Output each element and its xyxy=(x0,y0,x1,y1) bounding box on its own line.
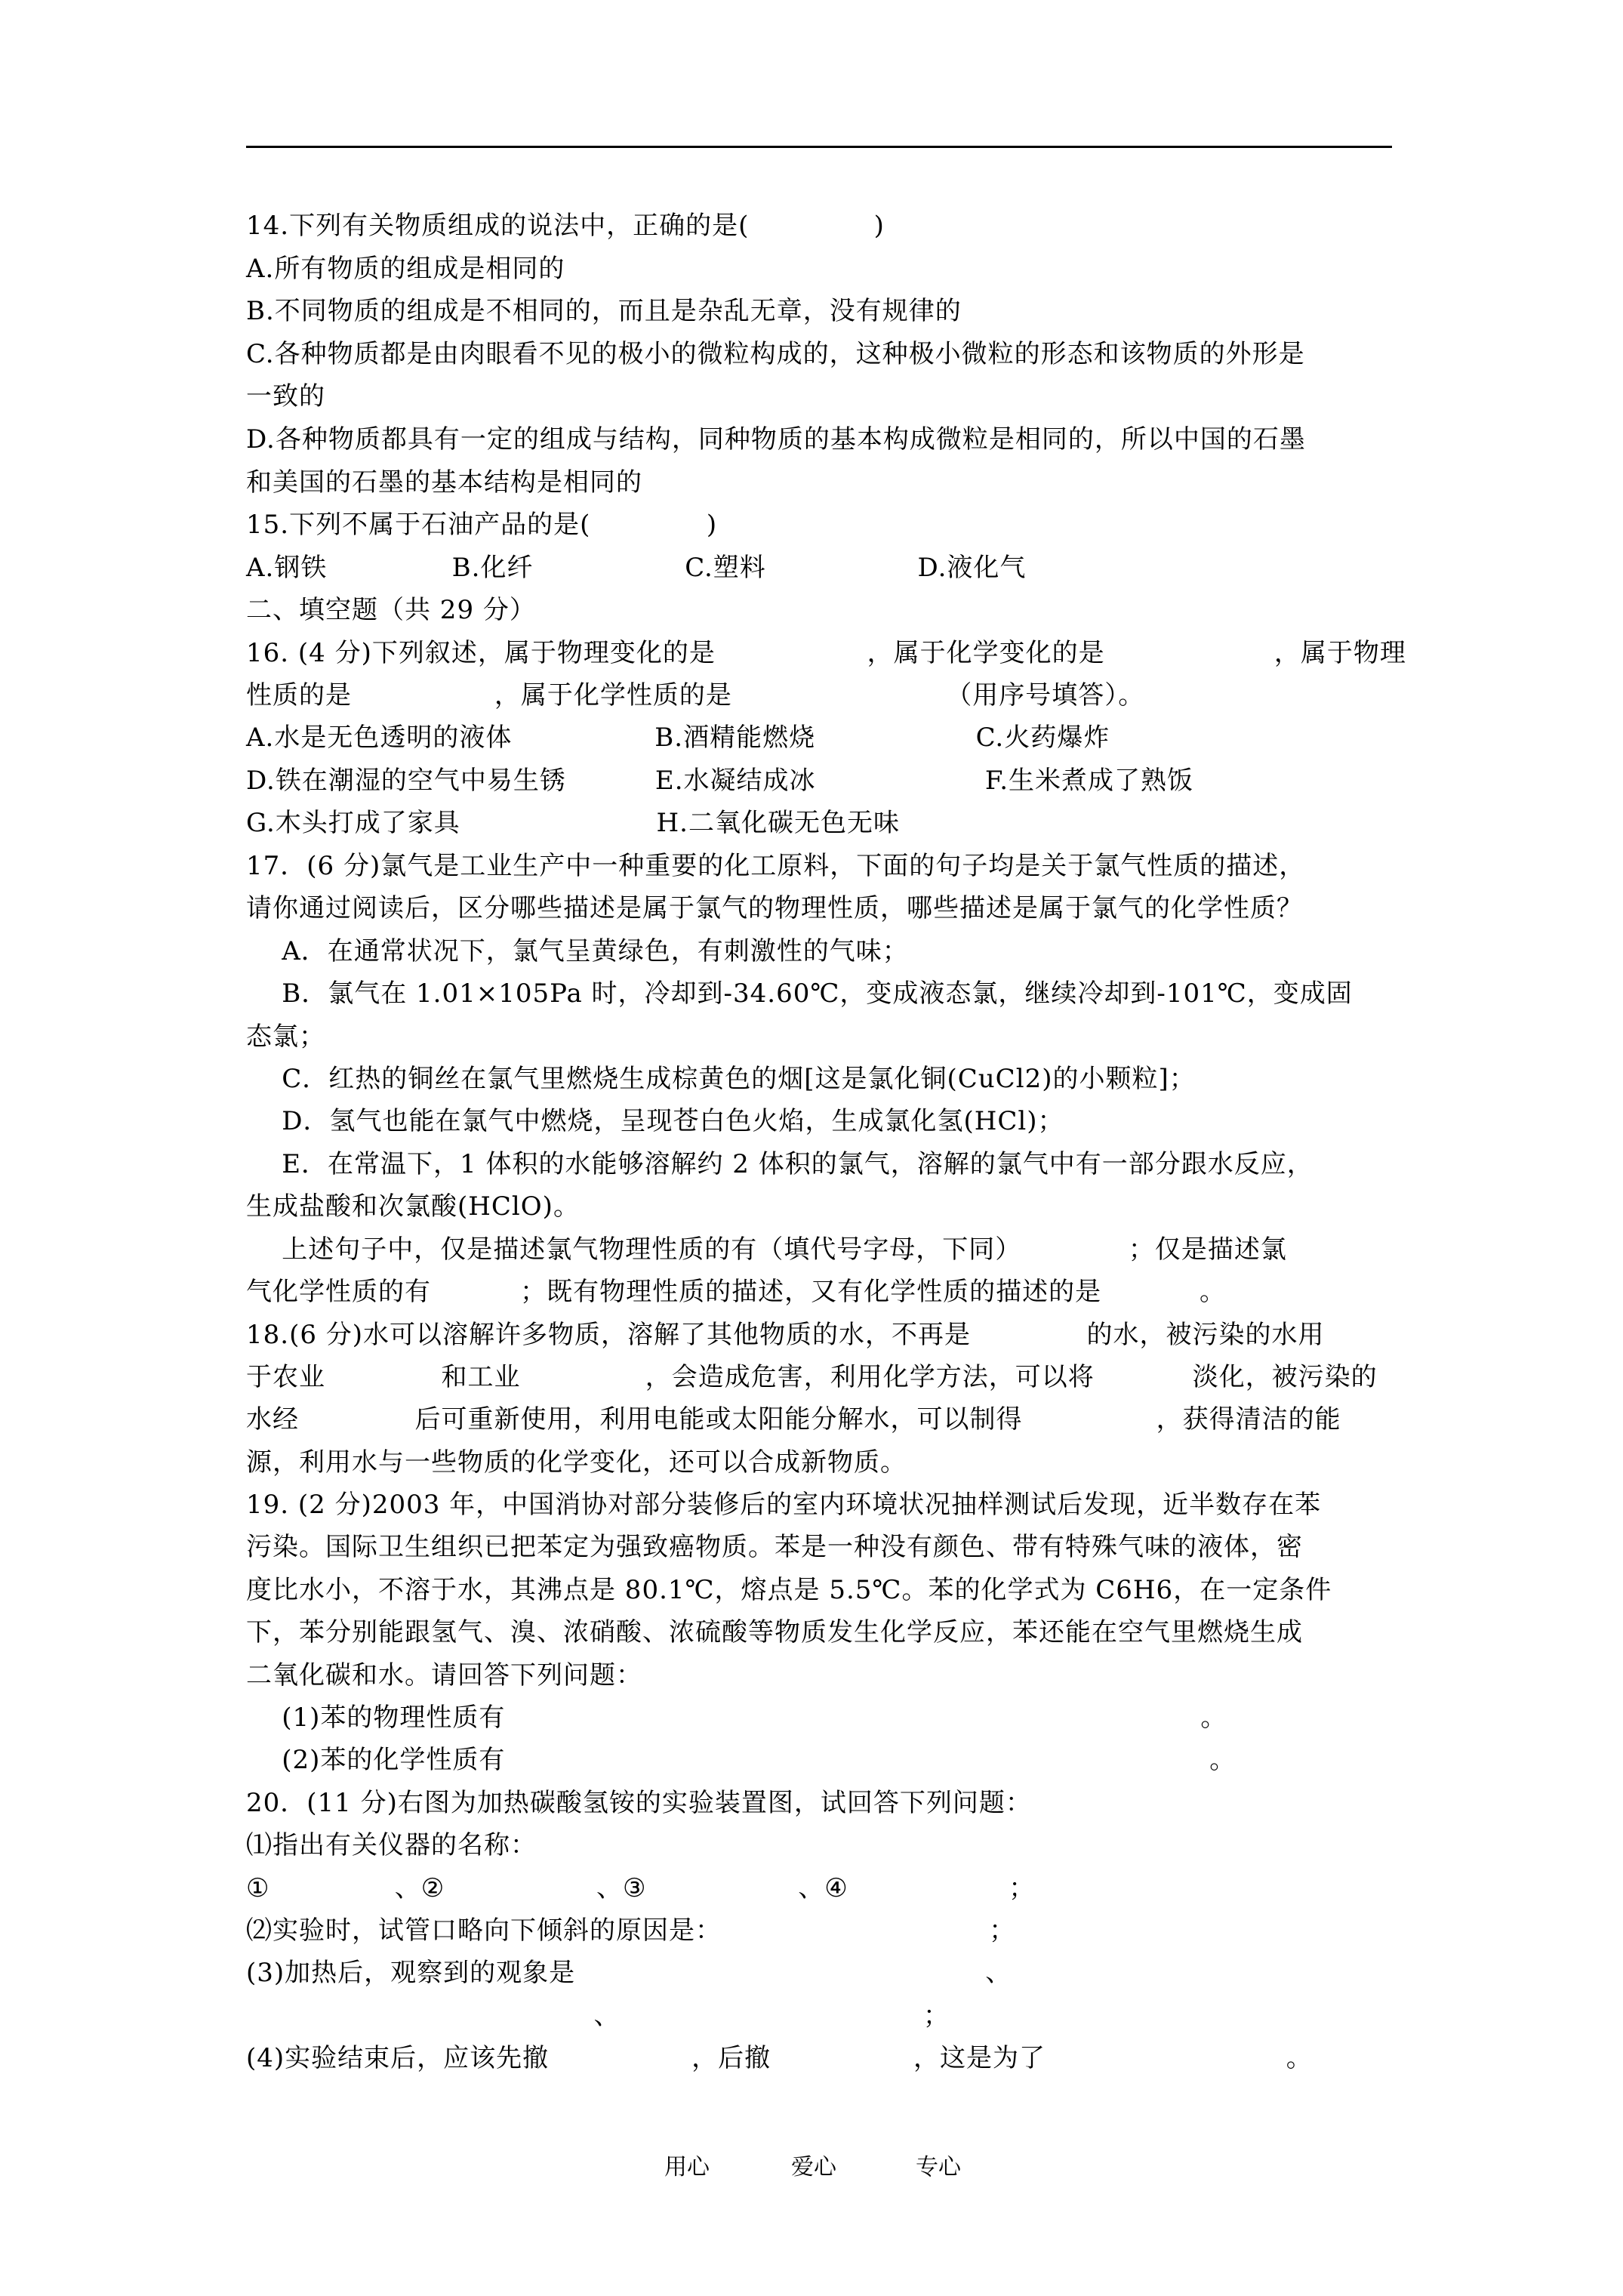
text-line: 上述句子中，仅是描述氯气物理性质的有（填代号字母，下同） ；仅是描述氯 xyxy=(246,1234,1287,1265)
text-line: 下，苯分别能跟氢气、溴、浓硝酸、浓硫酸等物质发生化学反应，苯还能在空气里燃烧生成 xyxy=(246,1617,1303,1647)
footer-text-1: 用心 xyxy=(664,2154,710,2180)
text-line: 14.下列有关物质组成的说法中，正确的是( ) xyxy=(246,211,885,241)
text-line: 请你通过阅读后，区分哪些描述是属于氯气的物理性质，哪些描述是属于氯气的化学性质？ xyxy=(246,893,1303,923)
header-rule xyxy=(246,146,1392,148)
text-line: B．氯气在 1.01×105Pa 时，冷却到-34.60℃，变成液态氯，继续冷却到-101℃，变成固 xyxy=(246,978,1353,1009)
text-line: 二、填空题（共 29 分） xyxy=(246,595,536,625)
text-line: (1)苯的物理性质有 。 xyxy=(246,1703,1227,1733)
text-line: A．在通常状况下，氯气呈黄绿色，有刺激性的气味； xyxy=(246,936,909,966)
text-line: C．红热的铜丝在氯气里燃烧生成棕黄色的烟[这是氯化铜(CuCl2)的小颗粒]； xyxy=(246,1064,1196,1094)
text-line: 态氯； xyxy=(246,1022,325,1052)
text-line: D.各种物质都具有一定的组成与结构，同种物质的基本构成微粒是相同的，所以中国的石墨 xyxy=(246,424,1306,455)
text-line: 一致的 xyxy=(246,381,325,411)
text-line: 15.下列不属于石油产品的是( ) xyxy=(246,510,718,540)
text-line: 和美国的石墨的基本结构是相同的 xyxy=(246,467,642,498)
text-line: C.各种物质都是由肉眼看不见的极小的微粒构成的，这种极小微粒的形态和该物质的外形是 xyxy=(246,339,1305,369)
text-line: (2)苯的化学性质有 。 xyxy=(246,1745,1236,1775)
text-line: ⑴指出有关仪器的名称： xyxy=(246,1830,537,1860)
text-line: 二氧化碳和水。请回答下列问题： xyxy=(246,1660,642,1690)
text-line: 、 ； xyxy=(246,2001,950,2031)
text-line: D.铁在潮湿的空气中易生锈 E.水凝结成冰 F.生米煮成了熟饭 xyxy=(246,766,1194,796)
text-line: (4)实验结束后，应该先撤 ，后撤 ，这是为了 。 xyxy=(246,2043,1313,2073)
text-line: D．氢气也能在氯气中燃烧，呈现苍白色火焰，生成氯化氢(HCl)； xyxy=(246,1106,1064,1136)
text-line: 性质的是 ，属于化学性质的是 （用序号填答）。 xyxy=(246,680,1145,710)
text-line: 度比水小，不溶于水，其沸点是 80.1℃，熔点是 5.5℃。苯的化学式为 C6H6，在一定条件 xyxy=(246,1575,1332,1605)
text-line: ⑵实验时，试管口略向下倾斜的原因是： ； xyxy=(246,1915,1016,1946)
text-line: 源，利用水与一些物质的化学变化，还可以合成新物质。 xyxy=(246,1447,907,1478)
text-line: 18.(6 分)水可以溶解许多物质，溶解了其他物质的水，不再是 的水，被污染的水用 xyxy=(246,1320,1325,1350)
text-line: 于农业 和工业 ，会造成危害，利用化学方法，可以将 淡化，被污染的 xyxy=(246,1362,1378,1392)
text-line: A.水是无色透明的液体 B.酒精能燃烧 C.火药爆炸 xyxy=(246,723,1110,753)
text-line: G.木头打成了家具 H.二氧化碳无色无味 xyxy=(246,808,900,838)
text-line: 生成盐酸和次氯酸(HClO)。 xyxy=(246,1191,580,1222)
text-line: E．在常温下，1 体积的水能够溶解约 2 体积的氯气，溶解的氯气中有一部分跟水反应， xyxy=(246,1149,1313,1179)
text-line: 污染。国际卫生组织已把苯定为强致癌物质。苯是一种没有颜色、带有特殊气味的液体，密 xyxy=(246,1532,1303,1562)
text-line: 气化学性质的有 ；既有物理性质的描述，又有化学性质的描述的是 。 xyxy=(246,1277,1226,1307)
text-line: 19. (2 分)2003 年，中国消协对部分装修后的室内环境状况抽样测试后发现，近半数存在苯 xyxy=(246,1490,1322,1520)
text-line: A.钢铁 B.化纤 C.塑料 D.液化气 xyxy=(246,553,1027,583)
footer-text-3: 专心 xyxy=(916,2154,961,2180)
text-line: 20．(11 分)右图为加热碳酸氢铵的实验装置图，试回答下列问题： xyxy=(246,1788,1032,1818)
text-line: (3)加热后，观察到的观象是 、 xyxy=(246,1958,1012,1988)
text-line: 水经 后可重新使用，利用电能或太阳能分解水，可以制得 ，获得清洁的能 xyxy=(246,1404,1341,1435)
text-line: A.所有物质的组成是相同的 xyxy=(246,254,565,284)
text-line: 16. (4 分)下列叙述，属于物理变化的是 ，属于化学变化的是 ，属于物理 xyxy=(246,638,1406,668)
footer-text-2: 爱心 xyxy=(791,2154,836,2180)
text-line: B.不同物质的组成是不相同的，而且是杂乱无章，没有规律的 xyxy=(246,296,962,326)
text-line: 17．(6 分)氯气是工业生产中一种重要的化工原料，下面的句子均是关于氯气性质的描述， xyxy=(246,851,1306,881)
text-line: ① 、② 、③ 、④ ； xyxy=(246,1873,1036,1903)
